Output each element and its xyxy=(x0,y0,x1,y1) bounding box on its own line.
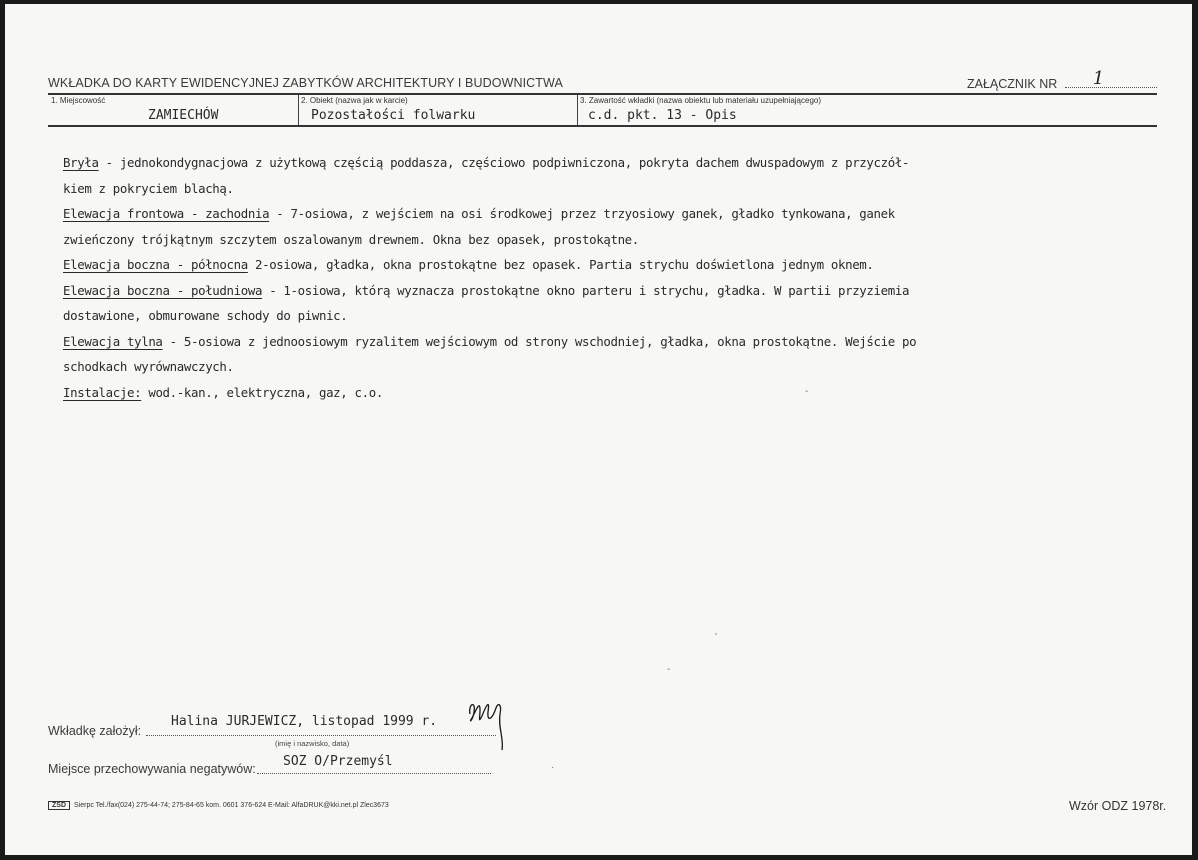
paper-mark: - xyxy=(805,386,809,397)
annex-dotted-line xyxy=(1065,68,1157,89)
locality-label: 1. Miejscowość xyxy=(51,96,106,105)
description-line: Instalacje: wod.-kan., elektryczna, gaz, c.o. xyxy=(63,384,383,400)
negatives-dotted-line xyxy=(257,773,491,774)
description-line: Elewacja boczna - południowa - 1-osiowa, którą wyznacza prostokątne okno parteru i strychu, gładka. W partii przyziemia xyxy=(63,282,910,298)
description-line: Bryła - jednokondygnacjowa z użytkową częścią poddasza, częściowo podpiwniczona, pokryta dachem dwuspadowym z przyczół- xyxy=(63,155,910,170)
section-heading: Elewacja tylna xyxy=(63,333,163,349)
section-heading: Instalacje: xyxy=(63,384,142,400)
description-line: dostawione, obmurowane schody do piwnic. xyxy=(63,308,348,323)
annex-label: ZAŁĄCZNIK NR xyxy=(967,77,1058,91)
section-heading: Bryła xyxy=(63,155,99,170)
printer-info: Sierpc Tel./fax(024) 275-44-74; 275-84-65 kom. 0601 376-624 E-Mail: AlfaDRUK@kki.net.pl Zlec3673 xyxy=(74,802,389,809)
section-heading: Elewacja frontowa - zachodnia xyxy=(63,206,270,221)
form-code: Wzór ODZ 1978r. xyxy=(1069,799,1167,813)
annex-number-field xyxy=(967,68,1157,91)
description-line: Elewacja frontowa - zachodnia - 7-osiowa, z wejściem na osi środkowej przez trzyosiowy ganek, gładko tynkowana, ganek xyxy=(63,206,895,221)
paper-mark: - xyxy=(667,664,671,675)
form-title: WKŁADKA DO KARTY EWIDENCYJNEJ ZABYTKÓW ARCHITEKTURY I BUDOWNICTWA xyxy=(48,76,563,90)
annex-number: 1 xyxy=(1092,68,1105,89)
object-label: 2. Obiekt (nazwa jak w karcie) xyxy=(301,96,408,105)
record-card xyxy=(5,4,1192,855)
paper-mark: ' xyxy=(715,632,717,643)
founded-by-label: Wkładkę założył: xyxy=(48,724,142,738)
negatives-value: SOZ O/Przemyśl xyxy=(283,754,393,769)
printer-logo: ZSD xyxy=(48,801,70,810)
description-line: kiem z pokryciem blachą. xyxy=(63,180,234,196)
description-line: schodkach wyrównawczych. xyxy=(63,359,234,374)
object-value: Pozostałości folwarku xyxy=(311,108,476,123)
founded-by-value: Halina JURJEWICZ, listopad 1999 r. xyxy=(171,714,438,729)
header-rule-bottom xyxy=(48,125,1157,127)
content-label: 3. Zawartość wkładki (nazwa obiektu lub materiału uzupełniającego) xyxy=(580,96,822,105)
description-text xyxy=(63,150,1093,405)
description-line: Elewacja boczna - północna 2-osiowa, gładka, okna prostokątne bez opasek. Partia strychu doświetlona jednym oknem. xyxy=(63,257,874,272)
printer-imprint xyxy=(48,801,389,810)
description-line: zwieńczony trójkątnym szczytem oszalowanym drewnem. Okna bez opasek, prostokątne. xyxy=(63,231,639,247)
header-rule-top xyxy=(48,93,1157,95)
description-line: Elewacja tylna - 5-osiowa z jednoosiowym ryzalitem wejściowym od strony wschodniej, gładka, okna prostokątne. Wejście po xyxy=(63,333,917,349)
section-heading: Elewacja boczna - północna xyxy=(63,257,248,272)
locality-value: ZAMIECHÓW xyxy=(148,108,219,123)
field-divider-2 xyxy=(577,95,578,125)
content-value: c.d. pkt. 13 - Opis xyxy=(588,108,737,123)
founded-by-dotted-line xyxy=(146,735,496,736)
negatives-label: Miejsce przechowywania negatywów: xyxy=(48,762,256,776)
section-heading: Elewacja boczna - południowa xyxy=(63,282,263,298)
founded-by-sublabel: (imię i nazwisko, data) xyxy=(275,739,350,748)
field-divider-1 xyxy=(298,95,299,125)
paper-mark: · xyxy=(551,762,555,773)
signature-image xyxy=(464,694,514,754)
